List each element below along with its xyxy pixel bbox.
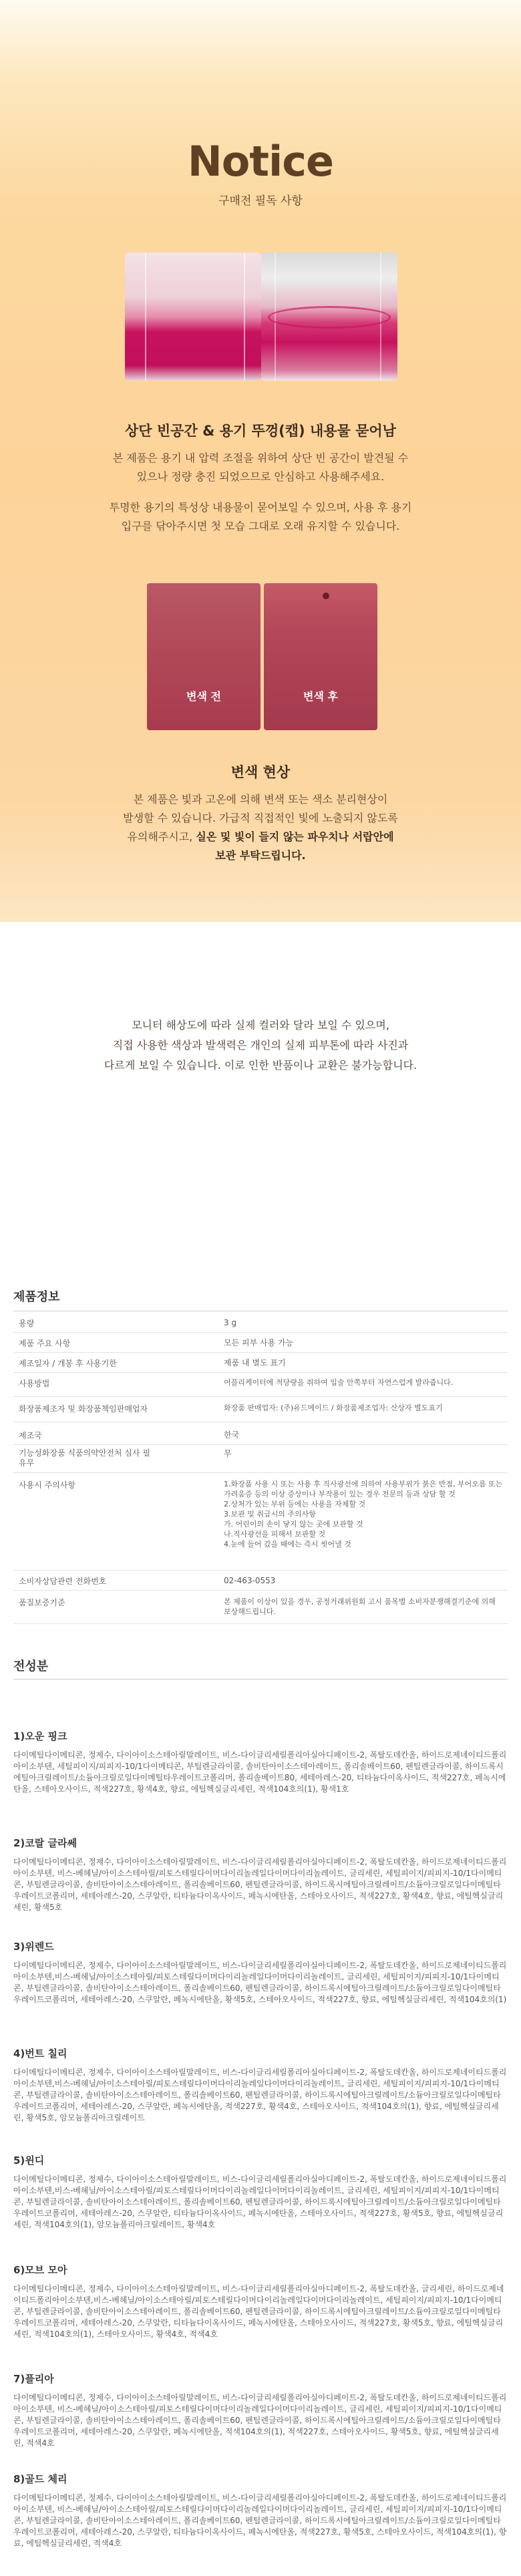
ingredient-item — [13, 2372, 508, 2449]
ingredient-shade-name: 2)코랄 글라쎄 — [13, 1837, 77, 1849]
info-key: 제조일자 / 개봉 후 사용기한 — [19, 1359, 117, 1368]
info-value: 무 — [224, 1449, 232, 1458]
section1-line: 있으나 정량 충진 되었으므로 안심하고 사용해주세요. — [136, 470, 385, 483]
divider — [13, 1444, 508, 1445]
swatch-before-label: 변색 전 — [186, 690, 221, 703]
info-value: 어플리케이터에 적당량을 취하여 입술 안쪽부터 자연스럽게 발라줍니다. — [224, 1378, 454, 1387]
ingredient-list: 다이메틸다이메티콘, 정제수, 다이아이소스테아릴말레이트, 비스-다이글리세릴폴리아실아디페이트-2, 폭탈도데칸올, 하이드로제네이티드폴리아이소부텐, 세틸피이지/피피지-10/1다이메티콘, 부틸렌글라이콜, 솔비탄아이소스테아레이트, 폴리솔베이트60, 펜틸렌글라이콜, 하이드록시에틸아크릴레이트/소듐아크릴로일다이메틸타우레이트코폴리머, 폴리솔베이트80, 세테아레스-20, 티타늄다이옥사이드, 적색227호, 페녹시에탄올, 스테아오사이드, 적색227호, 황색4호, 향료, 에틸헥실글리세린, 적색104호의(1), 황색1호 — [13, 1750, 507, 1794]
ingredient-shade-name: 3)위렌드 — [13, 1941, 54, 1953]
ingredient-item — [13, 2472, 508, 2549]
ingredient-item — [13, 1729, 508, 1795]
section2-text: 유의해주시고, — [127, 830, 196, 843]
monitor-line: 모니터 해상도에 따라 실제 컬러와 달라 보일 수 있으며, — [132, 1019, 389, 1031]
ingredient-item — [13, 1836, 508, 1913]
section1-line: 입구를 닦아주시면 첫 모습 그대로 오래 유지할 수 있습니다. — [121, 520, 400, 532]
info-key: 용량 — [19, 1319, 35, 1328]
section2-heading: 변색 현상 — [230, 764, 291, 780]
info-row — [13, 1430, 508, 1446]
info-value: 제품 내 별도 표기 — [224, 1358, 286, 1367]
ingredient-item — [13, 1939, 508, 2005]
ingredient-list: 다이메틸다이메티콘, 정제수, 다이아이소스테아릴말레이트, 비스-다이글리세릴폴리아실아디페이트-2, 폭탈도데칸올, 하이드로제네이티드폴리아이소부텐,비스-베헤닐/아이소스테아릴/피토스테릴다이머다이리놀레일다이머다이리놀레이트, 글리세린, 세틸피이지/피피지-10/1다이메티콘, 부틸렌글라이콜, 솔비탄아이소스테아레이트, 폴리솔베이트60, 펜틸렌글라이콜, 하이드록시에틸아크릴레이트/소듐아크릴로일다이메틸타우레이트코폴리머, 세테아레스-20, 스쿠알란, 페녹시에탄올, 황색5호, 스테아오사이드, 적색227호, 향료, 에틸헥실글리세린, 적색104호의(1) — [13, 1961, 507, 2004]
ingredient-list: 다이메틸다이메티콘, 정제수, 다이아이소스테아릴말레이트, 비스-다이글리세릴폴리아실아디페이트-2, 폭탈도데칸올, 하이드로제네이티드폴리아이소부텐, 비스-베헤닐/아이소스테아릴/피토스테릴다이머다이리놀레일다이머다이리놀레이트, 글리세린, 세틸피이지/피피지-10/1다이메티콘, 부틸렌글라이콜, 솔비탄아이소스테아레이트, 폴리솔베이트60, 펜틸렌글라이콜, 하이드록시에틸아크릴레이트/소듐아크릴로일다이메틸타우레이트코폴리머, 세테아레스-20, 스쿠알란, 티타늄다이옥사이드, 페녹시에탄올, 스테아오사이드, 적색227호, 황색4호, 향료, 에틸헥실글리세린, 황색5호 — [13, 1857, 507, 1912]
section2-emphasis: 실온 및 빛이 들지 않는 파우치나 서랍안에 — [196, 830, 394, 843]
divider — [13, 1396, 508, 1397]
info-row — [13, 1337, 508, 1353]
info-key: 제조국 — [19, 1431, 42, 1440]
ingredient-list: 다이메틸다이메티콘, 정제수, 다이아이소스테아릴말레이트, 비스-다이글리세릴폴리아실아디페이트-2, 폭탈도데칸올, 하이드로제네이티드폴리아이소부텐, 비스-베헤닐/아이소스테아릴/피토스테릴다이머다이리놀레일다이머다이리놀레이트, 글리세린, 세틸피이지/피피지-10/1다이메티콘, 부틸렌글라이콜, 솔비탄아이소스테아레이트, 폴리솔베이트60, 펜틸렌글라이콜, 하이드록시에틸아크릴레이트/소듐아크릴로일다이메틸타우레이트코폴리머, 세테아레스-20, 스쿠알란, 페녹시에탄올, 적색104호의(1), 적색227호, 스테아오사이드, 황색5호, 향료, 에틸헥실글리세린, 적색4호 — [13, 2393, 507, 2448]
ingredient-list: 다이메틸다이메티콘, 정제수, 다이아이소스테아릴말레이트, 비스-다이글리세릴폴리아실아디페이트-2, 폭탈도데칸올, 하이드로제네이티드폴리아이소부텐, 비스-베헤닐/아이소스테아릴/피토스테릴다이머다이리놀레일다이머다이리놀레이트, 글리세린, 세틸피이지/피피지-10/1다이메티콘, 부틸렌글라이콜, 솔비탄아이소스테아레이트, 폴리솔베이트60, 펜틸렌글라이콜, 하이드록시에틸아크릴레이트/소듐아크릴로일다이메틸타우레이트코폴리머, 세테아레스-20, 스쿠알란, 티타늄다이옥사이드, 페녹시에탄올, 적색227호, 황색5호, 스테아오사이드, 적색104호의(1), 향료, 에틸헥실글리세린, 적색4호 — [13, 2493, 507, 2548]
divider — [13, 1472, 508, 1473]
section1-heading: 상단 빈공간 & 용기 뚜껑(캡) 내용물 묻어남 — [125, 423, 396, 439]
section2-emphasis: 보관 부탁드립니다. — [215, 849, 306, 862]
info-row — [13, 1448, 508, 1472]
info-key: 기능성화장품 식품의약안전처 심사 필 유무 — [19, 1448, 150, 1468]
section1-line: 본 제품은 용기 내 압력 조절을 위하여 상단 빈 공간이 발견될 수 — [112, 452, 409, 464]
info-row — [13, 1357, 508, 1374]
notice-title: Notice — [187, 137, 334, 186]
swatch-before — [147, 583, 260, 730]
divider — [13, 1570, 508, 1571]
divider — [13, 1623, 508, 1624]
cap-residue-ring — [268, 306, 391, 329]
info-value: 모든 피부 사용 가능 — [224, 1338, 294, 1347]
info-key: 사용방법 — [19, 1379, 50, 1388]
ingredient-list: 다이메틸다이메티콘, 정제수, 다이아이소스테아릴말레이트, 비스-다이글리세릴폴리아실아디페이트-2, 폭탈도데칸올, 글리세린, 하이드로제네이티드폴리아이소부텐,비스-베헤닐/아이소스테아릴/피토스테릴다이머다이리놀레일다이머다이리놀레이트, 세틸피이지/피피지-10/1다이메티콘, 부틸렌글라이콜, 솔비탄아이소스테아레이트, 폴리솔베이트60, 펜틸렌글라이콜, 하이드록시에틸아크릴레이트/소듐아크릴로일다이메틸타우레이트코폴리머, 세테아레스-20, 스쿠알란, 티타늄다이옥사이드, 페녹시에탄올, 스테아오사이드, 적색227호, 황색5호, 향료, 에틸헥실글리세린, 적색104호의(1), 스테아오사이드, 황색4호, 적색4호 — [13, 2284, 504, 2339]
section1-line: 투명한 용기의 특성상 내용물이 묻어보일 수 있으며, 사용 후 용기 — [109, 501, 412, 514]
info-key: 소비자상담관련 전화번호 — [19, 1577, 107, 1586]
section2-line: 발생할 수 있습니다. 가급적 직접적인 빛에 노출되지 않도록 — [123, 812, 398, 824]
info-value: 본 제품이 이상이 있을 경우, 공정거래위원회 고시 품목별 소비자분쟁해결기준에 의해 보상해드립니다. — [224, 1597, 496, 1616]
info-value: 1.화장품 사용 시 또는 사용 후 직사광선에 의하여 사용부위가 붉은 반점, 부어오름 또는 가려움증 등의 이상 증상이나 부작용이 있는 경우 전문의 등과 상담 할 것 2.상처가 있는 부위 등에는 사용을 자제할 것 3.보관 및 취급시의 주의사항 가. 어린이의 손이 닿지 않는 곳에 보관할 것 나.직사광선을 피해서 보관할 것 4.눈에 들어 갔을 때에는 즉시 씻어낼 것 — [224, 1480, 503, 1549]
info-row — [13, 1575, 508, 1591]
info-key: 화장품제조자 및 화장품책임판매업자 — [19, 1404, 148, 1414]
info-value: 화장품 판매업자: (주)유드메이드 / 화장품제조업자: 산상자 별도표기 — [224, 1404, 443, 1412]
info-key: 제품 주요 사항 — [19, 1339, 71, 1348]
divider — [13, 1590, 508, 1591]
info-value: 3 g — [224, 1318, 237, 1327]
info-key: 사용시 주의사항 — [19, 1480, 75, 1490]
ingredient-list: 다이메틸다이메티콘, 정제수, 다이아이소스테아릴말레이트, 비스-다이글리세릴폴리아실아디페이트-2, 폭탈도데칸올, 하이드로제네이티드폴리아이소부텐,비스-베헤닐/아이소스테아릴/피토스테릴다이머다이리놀레일다이머다이리놀레이트, 글리세린, 세틸피이지/피피지-10/1다이메티콘, 부틸렌글라이콜, 솔비탄아이소스테아레이트, 폴리솔베이트60, 펜틸렌글라이콜, 하이드록시에틸아크릴레이트/소듐아크릴로일다이메틸타우레이트코폴리머, 세테아레스-20, 스쿠알란, 티타늄다이옥사이드, 페녹시에탄올, 스테아오사이드, 적색227호, 황색5호, 향료, 에틸헥실글리세린, 적색104호의(1), 암모늄폴리아크릴레이트, 황색4호 — [13, 2175, 507, 2229]
ingredient-shade-name: 4)번트 칠리 — [13, 2048, 67, 2060]
product-photo-cap — [261, 253, 397, 381]
monitor-line: 다르게 보일 수 있습니다. 이로 인한 반품이나 교환은 불가능합니다. — [104, 1059, 417, 1072]
ingredient-item — [13, 2046, 508, 2124]
info-row — [13, 1317, 508, 1333]
ingredient-shade-name: 8)골드 체리 — [13, 2473, 67, 2485]
ingredient-shade-name: 7)플리아 — [13, 2373, 54, 2385]
divider — [13, 1332, 508, 1333]
ingredient-shade-name: 1)오운 핑크 — [13, 1730, 67, 1742]
product-photo-tube-top — [125, 253, 261, 381]
info-row — [13, 1479, 508, 1573]
divider — [13, 1352, 508, 1353]
info-key: 품질보증기준 — [19, 1598, 65, 1607]
ingredient-item — [13, 2263, 508, 2340]
section2-line — [0, 846, 521, 865]
product-info-title: 제품정보 — [13, 1290, 60, 1304]
ingredients-title: 전성분 — [13, 1659, 49, 1673]
ingredient-item — [13, 2153, 508, 2231]
notice-section — [0, 0, 521, 922]
notice-subtitle: 구매전 필독 사항 — [218, 194, 303, 208]
monitor-notice — [0, 1015, 521, 1076]
section2-line — [0, 828, 521, 846]
info-value: 한국 — [224, 1430, 240, 1440]
divider — [13, 1372, 508, 1373]
swatch-after-label: 변색 후 — [303, 690, 338, 703]
swatch-after — [264, 583, 377, 730]
info-row — [13, 1597, 508, 1623]
ingredient-shade-name: 5)윈디 — [13, 2154, 45, 2166]
info-row — [13, 1403, 508, 1419]
section2-line: 본 제품은 빛과 고온에 의해 변색 또는 색소 분리현상이 — [133, 793, 388, 806]
ingredient-list: 다이메틸다이메티콘, 정제수, 다이아이소스테아릴말레이트, 비스-다이글리세릴폴리아실아디페이트-2, 폭탈도데칸올, 하이드로제네이티드폴리아이소부텐,비스-베헤닐/아이소스테아릴/피토스테릴다이머다이리놀레일다이머다이리놀레이트, 글리세린, 세틸피이지/피피지-10/1다이메티콘, 부틸렌글라이콜, 솔비탄아이소스테아레이트, 폴리솔베이트60, 펜틸렌글라이콜, 하이드록시에틸아크릴레이트/소듐아크릴로일다이메틸타우레이트코폴리머, 세테아레스-20, 스쿠알란, 페녹시에탄올, 적색227호, 황색4호, 스테아오사이드, 적색104호의(1), 향료, 에틸헥실글리세린, 황색5호, 암모늄폴리아크릴레이트 — [13, 2068, 507, 2122]
monitor-line: 직접 사용한 색상과 발색력은 개인의 실제 피부톤에 따라 사진과 — [112, 1039, 409, 1052]
tube-outline — [145, 253, 245, 381]
discoloration-spot — [323, 593, 329, 599]
ingredient-shade-name: 6)모브 모아 — [13, 2264, 67, 2276]
info-value: 02-463-0553 — [224, 1576, 276, 1585]
info-row — [13, 1378, 508, 1394]
